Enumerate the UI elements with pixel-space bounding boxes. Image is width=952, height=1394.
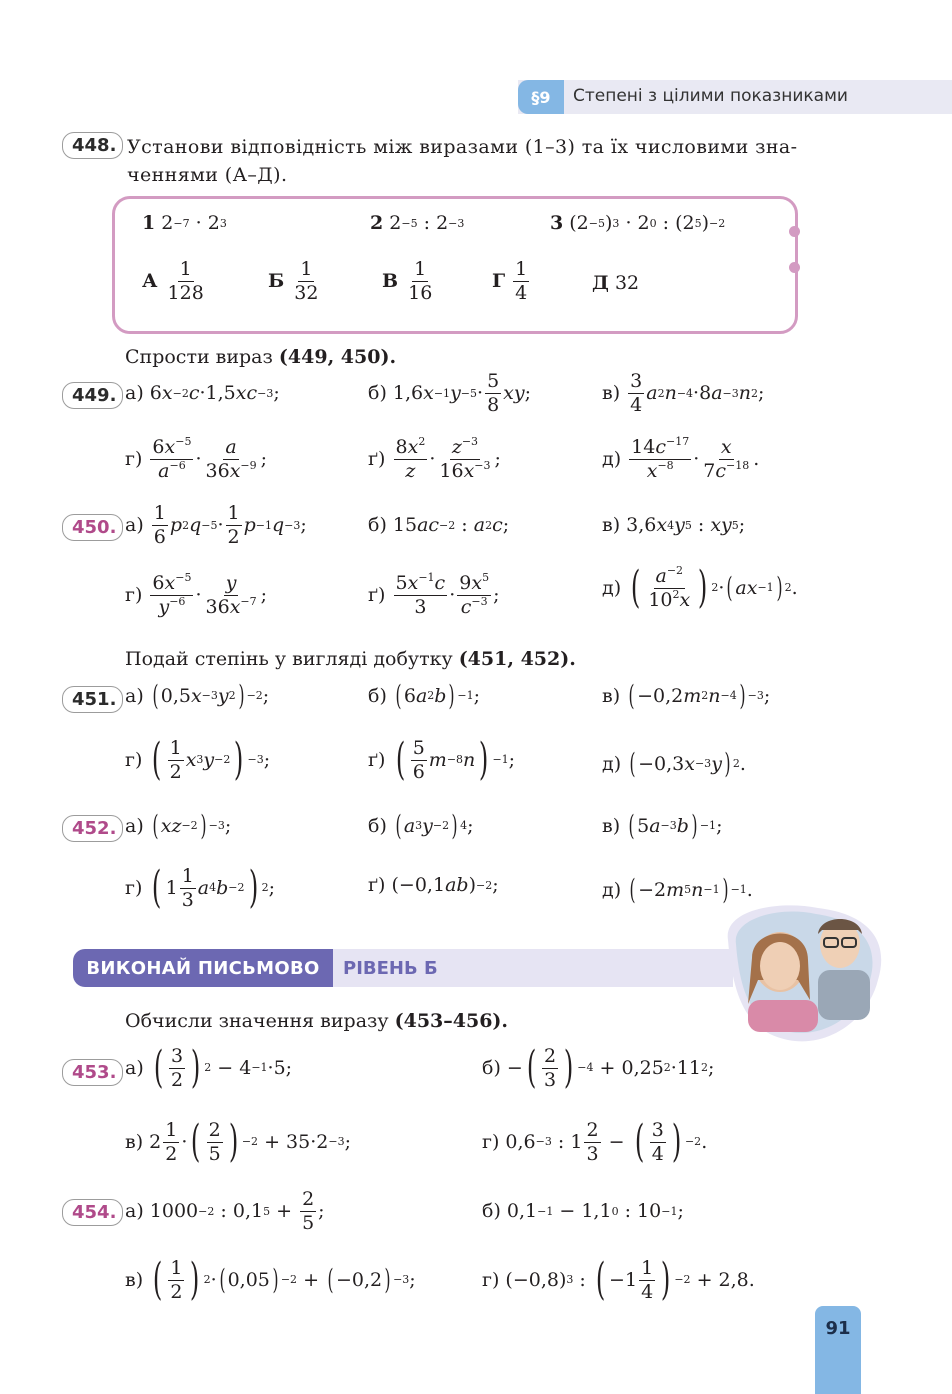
ex448-answer-b: Б $\frac{1}{32}$ [268, 258, 319, 304]
banner-do-in-writing: ВИКОНАЙ ПИСЬМОВО [73, 949, 333, 987]
box-dot-top [789, 226, 800, 237]
ex448-expr-2: 2 2 −5 : 2 −3 [370, 212, 465, 234]
ex450-a: а) $\frac{1}{6}$ p 2 q −5 · $\frac{1}{2}$ p −1 q −3 ; [125, 502, 307, 548]
ex453-g: г) 0,6 −3 : 1 $\frac{2}{3}$ − ( $\frac{3}{4}$ ) −2 . [482, 1116, 708, 1167]
exercise-number-452: 452. [62, 815, 123, 842]
ex454-g: г) (−0,8) 3 : ( −1 $\frac{1}{4}$ ) −2 + 2,8. [482, 1254, 755, 1305]
ex450-gg: ґ) $\frac{5x^{-1}c}{3}$ · $\frac{9x^5}{c^{-3}}$ ; [368, 570, 500, 618]
students-photo [718, 900, 890, 1048]
ex452-a: а) ( xz −2 ) −3 ; [125, 809, 232, 842]
ex453-a: а) ( $\frac{3}{2}$ ) 2 − 4 −1 ·5; [125, 1042, 293, 1093]
instruction-449-450: Спрости вираз (449, 450). [125, 346, 397, 368]
ex449-b: б) 1,6 x −1 y −5 · $\frac{5}{8}$ xy ; [368, 370, 532, 416]
section-title: Степені з цілими показниками [573, 86, 848, 106]
ex451-a: а) ( 0,5 x −3 y 2 ) −2 ; [125, 679, 270, 712]
ex454-b: б) 0,1 −1 − 1,1 0 : 10 −1 ; [482, 1200, 684, 1222]
ex449-a: а) 6 x −2 c ·1,5 xc −3 ; [125, 382, 280, 404]
ex448-answer-d: Д 32 [592, 272, 640, 294]
ex450-b: б) 15 ac −2 : a 2 c ; [368, 514, 510, 536]
ex448-expr-1: 1 2 −7 · 2 3 [142, 212, 227, 234]
exercise-number-450: 450. [62, 514, 123, 541]
section-number: §9 [518, 80, 564, 114]
page-number: 91 [815, 1306, 861, 1394]
box-dot-bottom [789, 262, 800, 273]
ex453-b: б) − ( $\frac{2}{3}$ ) −4 + 0,25 2 ·11 2 ; [482, 1042, 715, 1093]
exercise-number-453: 453. [62, 1059, 123, 1086]
ex448-answer-g: Г $\frac{1}{4}$ [492, 258, 528, 304]
ex453-v: в) 2 $\frac{1}{2}$ · ( $\frac{2}{5}$ ) −2 + 35·2 −3 ; [125, 1116, 351, 1167]
exercise-number-448: 448. [62, 132, 123, 159]
ex450-g: г) $\frac{6x^{-5}}{y^{-6}}$ · $\frac{y}{36x^{-7}}$ ; [125, 570, 268, 618]
ex454-a: а) 1000 −2 : 0,1 5 + $\frac{2}{5}$ ; [125, 1188, 325, 1234]
ex451-b: б) ( 6 a 2 b ) −1 ; [368, 679, 480, 712]
ex452-v: в) ( 5 a −3 b ) −1 ; [602, 809, 723, 842]
instruction-453-456: Обчисли значення виразу (453–456). [125, 1010, 509, 1032]
ex452-d: д) ( −2 m 5 n −1 ) −1 . [602, 873, 753, 906]
ex448-answer-a: А $\frac{1}{128}$ [142, 258, 204, 304]
exercise-number-454: 454. [62, 1199, 123, 1226]
ex448-answer-v: В $\frac{1}{16}$ [382, 258, 433, 304]
ex449-v: в) $\frac{3}{4}$ a 2 n −4 ·8 a −3 n 2 ; [602, 370, 765, 416]
ex452-gg: ґ) (−0,1 ab ) −2 ; [368, 874, 499, 896]
banner-level: РІВЕНЬ Б [333, 949, 733, 987]
ex452-b: б) ( a 3 y −2 ) 4 ; [368, 809, 474, 842]
ex451-d: д) ( −0,3 x −3 y ) 2 . [602, 747, 746, 780]
ex452-g: г) ( 1 $\frac{1}{3}$ a 4 b −2 ) 2 ; [125, 862, 276, 913]
exercise-number-451: 451. [62, 686, 123, 713]
ex451-v: в) ( −0,2 m 2 n −4 ) −3 ; [602, 679, 771, 712]
ex451-gg: ґ) ( $\frac{5}{6}$ m −8 n ) −1 ; [368, 734, 516, 785]
instruction-451-452: Подай степінь у вигляді добутку (451, 452). [125, 648, 576, 670]
ex449-gg: ґ) $\frac{8x^2}{z}$ · $\frac{z^{-3}}{16x^{-3}}$ ; [368, 434, 501, 482]
ex450-d: д) ( $\frac{a^{-2}}{10^2x}$ ) 2 · ( ax −1 ) 2 . [602, 562, 798, 613]
exercise-number-449: 449. [62, 382, 123, 409]
ex449-g: г) $\frac{6x^{-5}}{a^{-6}}$ · $\frac{a}{36x^{-9}}$ ; [125, 434, 268, 482]
ex450-v: в) 3,6 x 4 y 5 : xy 5 ; [602, 514, 746, 536]
ex451-g: г) ( $\frac{1}{2}$ x 3 y −2 ) −3 ; [125, 734, 271, 785]
ex454-v: в) ( $\frac{1}{2}$ ) 2 · ( 0,05 ) −2 + ( −0,2 ) −3 ; [125, 1254, 416, 1305]
ex449-d: д) $\frac{14c^{-17}}{x^{-8}}$ · $\frac{x}{7c^{-18}}$ . [602, 434, 760, 482]
ex448-prompt-line2: ченнями (А–Д). [127, 164, 288, 186]
ex448-prompt-line1: Установи відповідність між виразами (1–3) та їх числовими зна- [127, 136, 798, 158]
ex448-expr-3: 3 (2 −5 ) 3 · 2 0 : (2 5 ) −2 [550, 212, 726, 234]
